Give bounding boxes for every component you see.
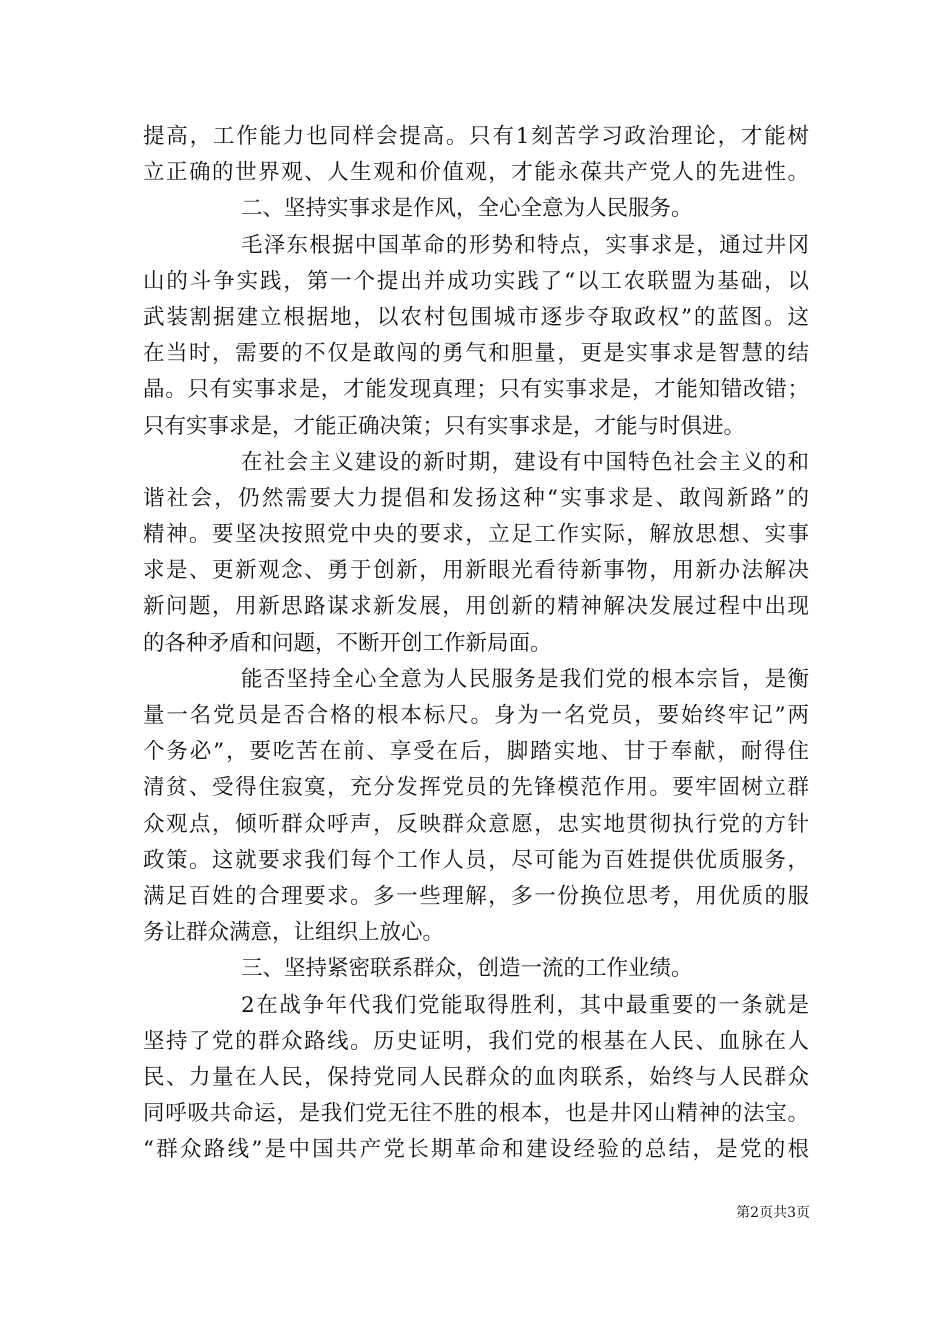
text-line: 务让群众满意，让组织上放心。 — [143, 920, 445, 946]
text-line: 武装割据建立根据地，以农村包围城市逐步夺取政权”的蓝图。这 — [143, 304, 809, 330]
text-line: 在社会主义建设的新时期，建设有中国特色社会主义的和 — [241, 449, 809, 475]
text-line: 晶。只有实事求是，才能发现真理；只有实事求是，才能知错改错； — [143, 377, 809, 403]
text-line: 提高，工作能力也同样会提高。只有1刻苦学习政治理论，才能树 — [143, 124, 809, 149]
text-line: 众观点，倾听群众呼声，反映群众意愿，忠实地贯彻执行党的方针 — [143, 811, 809, 837]
text-line: 求是、更新观念、勇于创新，用新眼光看待新事物，用新办法解决 — [143, 558, 809, 584]
text-line: 三、坚持紧密联系群众，创造一流的工作业绩。 — [241, 956, 693, 982]
page-footer: 第2页共3页 — [736, 1205, 810, 1221]
text-line: 毛泽东根据中国革命的形势和特点，实事求是，通过井冈 — [241, 232, 809, 258]
text-line: 政策。这就要求我们每个工作人员，尽可能为百姓提供优质服务， — [143, 847, 809, 873]
text-line: “群众路线”是中国共产党长期革命和建设经验的总结，是党的根 — [143, 1137, 809, 1163]
text-line: 只有实事求是，才能正确决策；只有实事求是，才能与时俱进。 — [143, 413, 746, 439]
text-line: 立正确的世界观、人生观和价值观，才能永葆共产党人的先进性。 — [143, 160, 809, 186]
text-line: 2在战争年代我们党能取得胜利，其中最重要的一条就是 — [241, 992, 809, 1018]
text-line: 清贫、受得住寂寞，充分发挥党员的先锋模范作用。要牢固树立群 — [143, 775, 809, 801]
text-line: 二、坚持实事求是作风，全心全意为人民服务。 — [241, 196, 693, 222]
text-line: 新问题，用新思路谋求新发展，用创新的精神解决发展过程中出现 — [143, 594, 809, 620]
text-line: 能否坚持全心全意为人民服务是我们党的根本宗旨，是衡 — [241, 666, 809, 692]
text-line: 满足百姓的合理要求。多一些理解，多一份换位思考，用优质的服 — [143, 883, 809, 909]
text-line: 精神。要坚决按照党中央的要求，立足工作实际，解放思想、实事 — [143, 522, 809, 548]
text-line: 量一名党员是否合格的根本标尺。身为一名党员，要始终牢记”两 — [143, 703, 809, 728]
text-line: 个务必”，要吃苦在前、享受在后，脚踏实地、甘于奉献，耐得住 — [143, 739, 809, 765]
text-line: 坚持了党的群众路线。历史证明，我们党的根基在人民、血脉在人 — [143, 1028, 809, 1054]
text-line: 的各种矛盾和问题，不断开创工作新局面。 — [143, 630, 552, 656]
document-body — [143, 119, 809, 1168]
text-line: 谐社会，仍然需要大力提倡和发扬这种“实事求是、敢闯新路”的 — [143, 485, 809, 511]
text-line: 山的斗争实践，第一个提出并成功实践了“以工农联盟为基础，以 — [143, 268, 809, 294]
text-line: 民、力量在人民，保持党同人民群众的血肉联系，始终与人民群众 — [143, 1064, 809, 1090]
text-line: 在当时，需要的不仅是敢闯的勇气和胆量，更是实事求是智慧的结 — [143, 341, 809, 367]
text-line: 同呼吸共命运，是我们党无往不胜的根本，也是井冈山精神的法宝。 — [143, 1101, 809, 1127]
